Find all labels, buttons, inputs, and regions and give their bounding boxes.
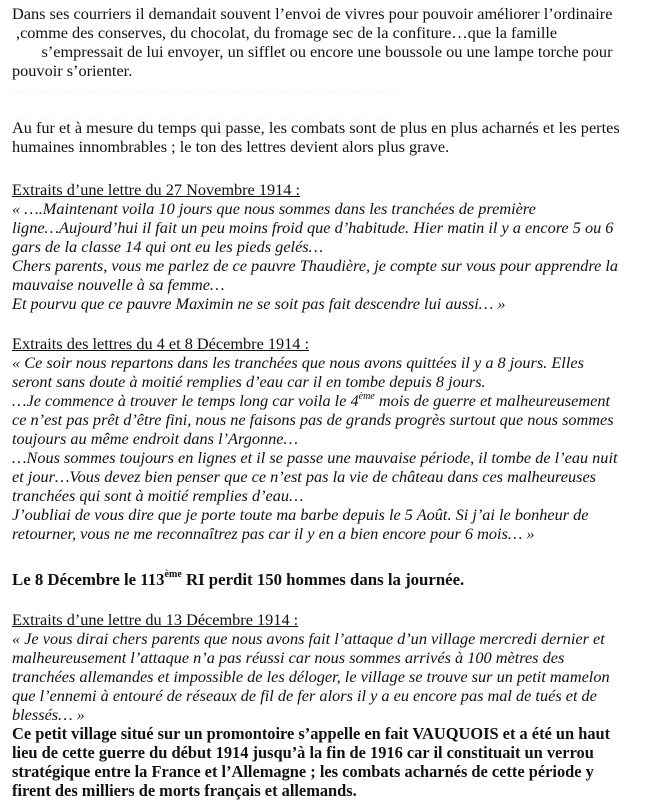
letter-line-part: …Je commence à trouver le temps long car voila le 4: [12, 391, 359, 410]
letter-line: tranchées allemandes et impossible de les déloger, le village se trouve sur un petit mamelon: [12, 667, 610, 686]
conclusion-line: firent des milliers de morts français et allemands.: [12, 781, 357, 800]
letter-line: « Je vous dirai chers parents que nous avons fait l’attaque d’un village mercredi dernier et: [12, 629, 605, 648]
intro-paragraph: [12, 4, 642, 80]
letter-line: [12, 391, 642, 410]
letter-line: gars de la classe 14 qui ont eu les pieds gelés…: [12, 237, 324, 256]
intro-line: ,comme des conserves, du chocolat, du fromage sec de la confiture…que la famille: [16, 23, 558, 42]
letter-line: blessés… »: [12, 705, 85, 724]
letter-line: toujours au même endroit dans l’Argonne…: [12, 429, 298, 448]
letter-line: ligne…Aujourd’hui il fait un peu moins froid que d’habitude. Hier matin il y a encore 5 ou 6: [12, 218, 614, 237]
letter-line: J’oubliai de vous dire que je porte toute ma barbe depuis le 5 Août. Si j’ai le bonheur de: [12, 505, 589, 524]
context-line: Au fur et à mesure du temps qui passe, les combats sont de plus en plus acharnés et les pertes: [12, 118, 620, 137]
extract-4-8-december: [12, 334, 642, 543]
ordinal-suffix: ème: [358, 390, 375, 402]
extract-13-december: [12, 610, 642, 724]
letter-line: tranchées qui sont à moitié remplies d’eau…: [12, 486, 304, 505]
letter-line: que l’ennemi à entouré de réseaux de fil de fer alors il y a eu encore pas mal de tués et de: [12, 686, 597, 705]
extract-heading: Extraits d’une lettre du 27 Novembre 1914 :: [12, 180, 301, 199]
intro-line: s’empressait de lui envoyer, un sifflet ou encore une boussole ou une lampe torche pour: [41, 42, 613, 61]
letter-line: Chers parents, vous me parlez de ce pauvre Thaudière, je compte sur vous pour apprendre la: [12, 256, 619, 275]
casualty-text: Le 8 Décembre le 113: [12, 570, 165, 589]
extract-heading: Extraits d’une lettre du 13 Décembre 1914 :: [12, 610, 299, 629]
letter-line: malheureusement l’attaque n’a pas réussi car nous sommes arrivés à 100 mètres des: [12, 648, 565, 667]
intro-line: Dans ses courriers il demandait souvent l’envoi de vivres pour pouvoir améliorer l’ordinaire: [12, 4, 613, 23]
letter-line: …Nous sommes toujours en lignes et il se passe une mauvaise période, il tombe de l’eau nuit: [12, 448, 618, 467]
letter-line: et jour…Vous devez bien penser que ce n’est pas la vie de château dans ces malheureuses: [12, 467, 597, 486]
conclusion-line: lieu de cette guerre du début 1914 jusqu’à la fin de 1916 car il constituait un verrou: [12, 743, 594, 762]
letter-line: Et pourvu que ce pauvre Maximin ne se soit pas fait descendre lui aussi… »: [12, 294, 506, 313]
letter-line: « ….Maintenant voila 10 jours que nous sommes dans les tranchées de première: [12, 199, 536, 218]
ordinal-suffix: ème: [164, 569, 182, 581]
context-line: humaines innombrables ; le ton des lettres devient alors plus grave.: [12, 137, 450, 156]
letter-line: mauvaise nouvelle à sa femme…: [12, 275, 225, 294]
bleed-through-background: . . . . . . . . . . . . . . . . . . . . . . . . . . . . . . . . . . . . . . . . . . . . . . . . . . . . . . . . . . . . . . . . . . . . . . . . . . . . . . . . . . . . . . . . . . . . . . . . . . . . . . . . . . . . . . . . . . . . . . . . . . . . . . . . . .: [10, 82, 397, 122]
vauquois-conclusion: [12, 724, 642, 800]
casualty-text: RI perdit 150 hommes dans la journée.: [181, 570, 465, 589]
context-paragraph: [12, 118, 642, 156]
intro-line: pouvoir s’orienter.: [12, 61, 133, 80]
letter-line: « Ce soir nous repartons dans les tranchées que nous avons quittées il y a 8 jours. Elles: [12, 353, 584, 372]
extract-27-november: [12, 180, 642, 313]
casualty-line: [12, 570, 642, 589]
letter-line: seront sans doute à moitié remplies d’eau car il en tombe depuis 8 jours.: [12, 372, 486, 391]
letter-line: ce n’est pas prêt d’être fini, nous ne faisons pas de grands progrès surtout que nous sommes: [12, 410, 614, 429]
conclusion-line: stratégique entre la France et l’Allemagne ; les combats acharnés de cette période y: [12, 762, 594, 781]
letter-line: retourner, vous ne me reconnaîtrez pas car il y en a bien encore pour 6 mois… »: [12, 524, 535, 543]
extract-heading: Extraits des lettres du 4 et 8 Décembre 1914 :: [12, 334, 310, 353]
conclusion-line: Ce petit village situé sur un promontoire s’appelle en fait VAUQUOIS et a été un haut: [12, 724, 611, 743]
letter-line-part: mois de guerre et malheureusement: [374, 391, 611, 410]
casualty-note: [12, 570, 642, 589]
